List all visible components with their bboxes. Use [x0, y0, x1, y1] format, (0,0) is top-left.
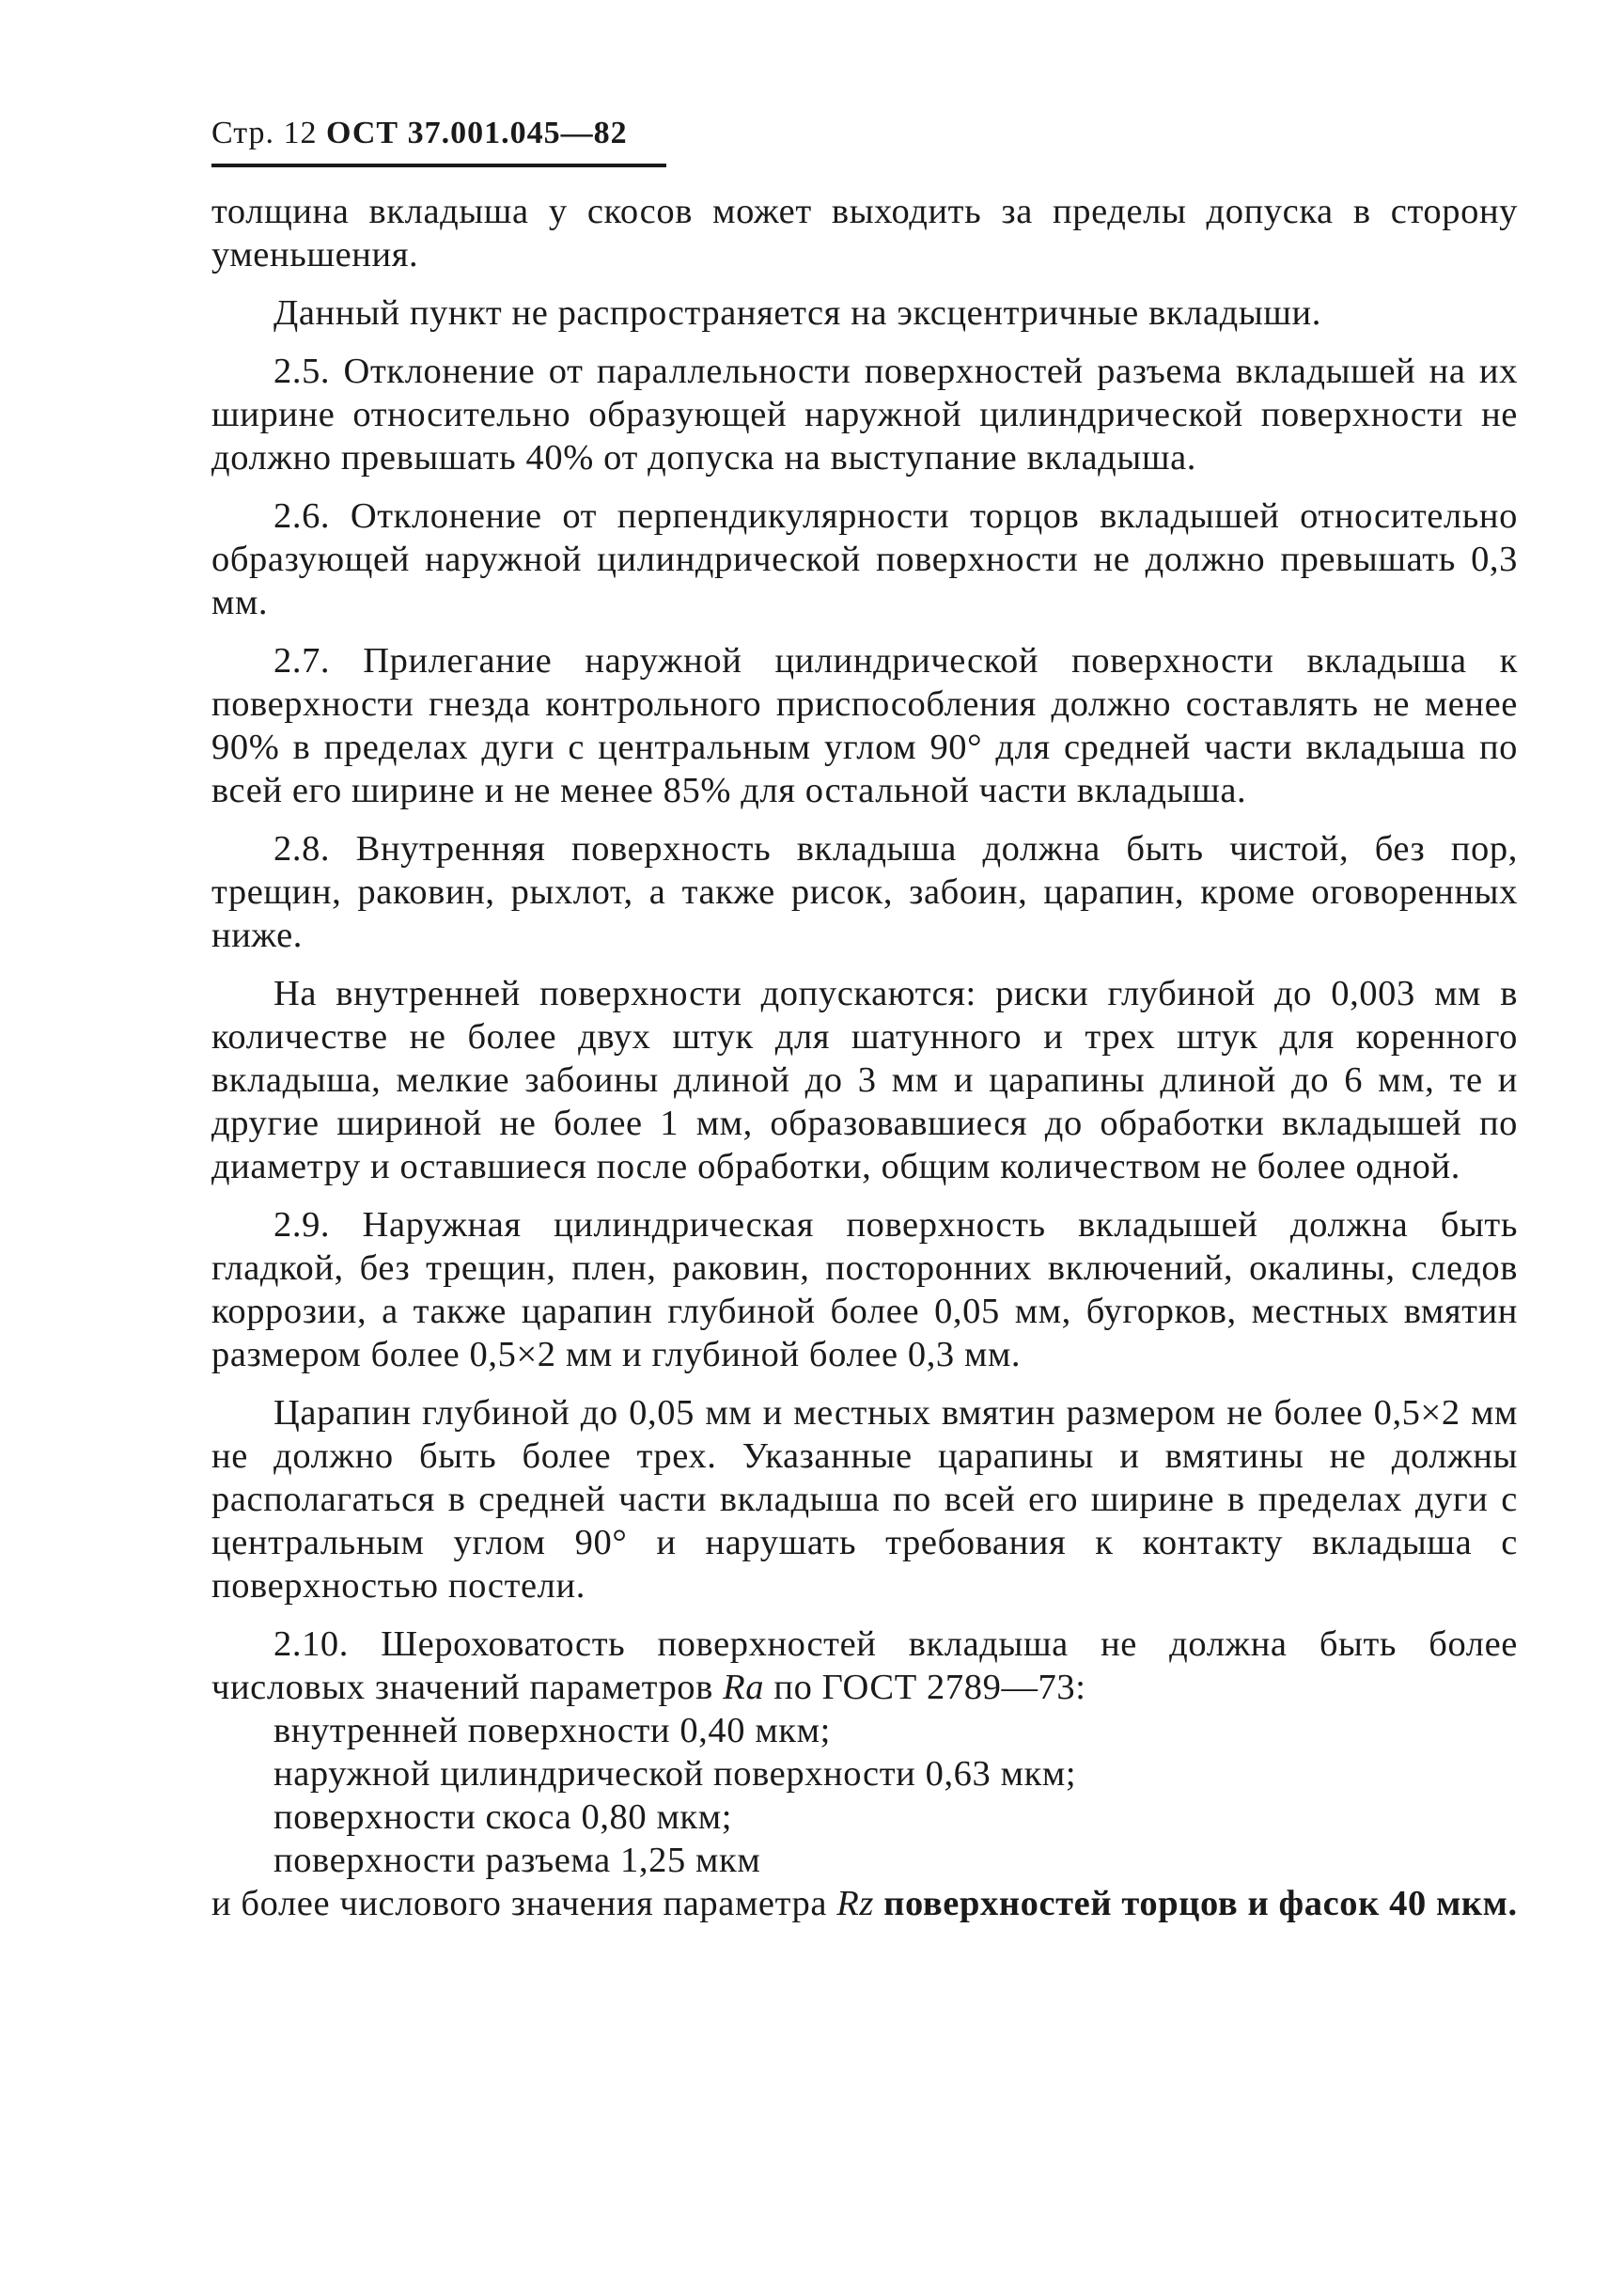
roughness-item: поверхности разъема 1,25 мкм [273, 1841, 761, 1880]
clause-2-7: 2.7. Прилегание наружной цилиндрической поверхности вкладыша к поверхности гнезда контрольного приспособления должно составлять не менее 90% в пределах дуги с центральным углом 90° для средней части вкладыша по всей его ширине и не менее 85% для остальной части вкладыша. [211, 641, 1518, 810]
document-page [211, 111, 1518, 1940]
standard-code: ОСТ 37.001.045—82 [326, 116, 628, 150]
roughness-item: поверхности скоса 0,80 мкм; [273, 1797, 732, 1837]
clause-2-9: 2.9. Наружная цилиндрическая поверхность вкладышей должна быть гладкой, без трещин, плен, раковин, посторонних включений, окалины, следов коррозии, а также царапин глубиной более 0,05 мм, бугорков, местных вмятин размером более 0,5×2 мм и глубиной более 0,3 мм. [211, 1205, 1518, 1374]
clause-2-10-tail-end: поверхностей торцов и фасок 40 мкм. [883, 1884, 1518, 1923]
clause-2-10-intro: 2.10. Шероховатость поверхностей вкладыша не должна быть более числовых значений параметров [211, 1624, 1518, 1707]
clause-2-10-tail-text: и более числового значения параметра [211, 1884, 828, 1923]
clause-2-9-note: Царапин глубиной до 0,05 мм и местных вмятин размером не более 0,5×2 мм не должно быть более трех. Указанные царапины и вмятины не должны располагаться в средней части вкладыша по всей его ширине в пределах дуги с центральным углом 90° и нарушать требования к контакту вкладыша с поверхностью постели. [211, 1393, 1518, 1606]
clause-2-6: 2.6. Отклонение от перпендикулярности торцов вкладышей относительно образующей наружной цилиндрической поверхности не должно превышать 0,3 мм. [211, 496, 1518, 622]
clause-2-8: 2.8. Внутренняя поверхность вкладыша должна быть чистой, без пор, трещин, раковин, рыхлот, а также рисок, забоин, царапин, кроме оговоренных ниже. [211, 829, 1518, 955]
param-ra: Ra [723, 1668, 765, 1707]
roughness-item: внутренней поверхности 0,40 мкм; [273, 1711, 831, 1750]
document-body [211, 190, 1518, 1925]
clause-2-5: 2.5. Отклонение от параллельности поверхностей разъема вкладышей на их ширине относительно образующей наружной цилиндрической поверхности не должно превышать 40% от допуска на выступание вкладыша. [211, 352, 1518, 478]
paragraph-note: Данный пункт не распространяется на эксцентричные вкладыши. [273, 293, 1321, 333]
clause-2-10-gost: по ГОСТ 2789—73: [773, 1668, 1086, 1707]
clause-2-10 [211, 1623, 1518, 1709]
clause-2-10-tail [211, 1882, 1518, 1925]
page-header [211, 111, 666, 167]
param-rz: Rz [836, 1884, 874, 1923]
paragraph-continuation: толщина вкладыша у скосов может выходить за пределы допуска в сторону уменьшения. [211, 192, 1518, 274]
page-number: Стр. 12 [211, 116, 318, 150]
clause-2-8-allowances: На внутренней поверхности допускаются: риски глубиной до 0,003 мм в количестве не более двух штук для шатунного и трех штук для коренного вкладыша, мелкие забоины длиной до 3 мм и царапины длиной до 6 мм, те и другие шириной не более 1 мм, образовавшиеся до обработки вкладышей по диаметру и оставшиеся после обработки, общим количеством не более одной. [211, 974, 1518, 1186]
roughness-item: наружной цилиндрической поверхности 0,63 мкм; [273, 1754, 1077, 1794]
